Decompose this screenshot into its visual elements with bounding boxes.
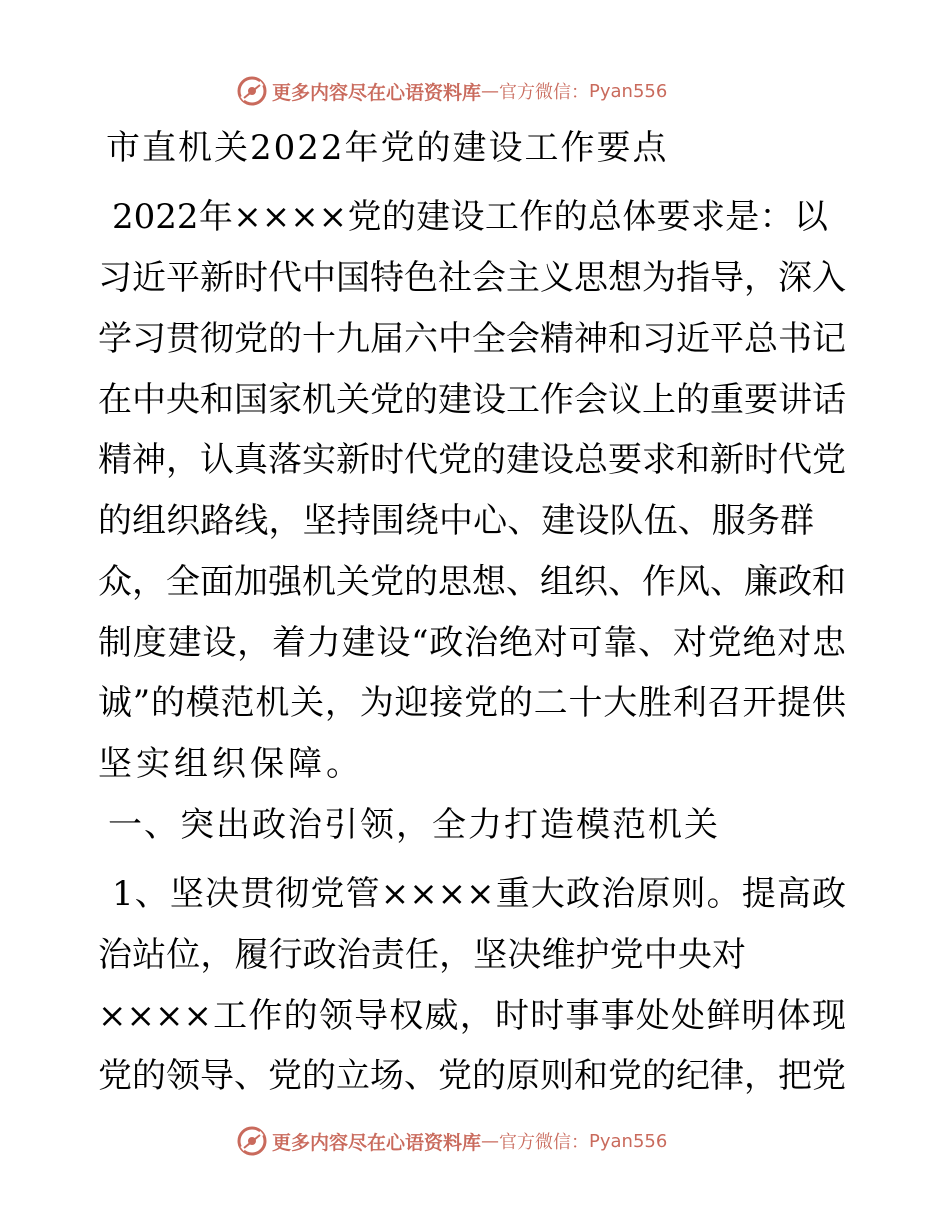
watermark-text: 更多内容尽在心语资料库 (272, 1131, 482, 1154)
watermark-dash: — (481, 1130, 500, 1152)
intro-line: 习近平新时代中国特色社会主义思想为指导，深入 (98, 258, 846, 298)
intro-line: 学习贯彻党的十九届六中全会精神和习近平总书记 (98, 319, 846, 359)
document-title: 市直机关2022年党的建设工作要点 (106, 128, 669, 168)
section-heading: 一、突出政治引领，全力打造模范机关 (108, 805, 720, 845)
intro-line: 2022年××××党的建设工作的总体要求是：以 (112, 197, 828, 237)
item-line: ××××工作的领导权威，时时事事处处鲜明体现 (98, 996, 846, 1036)
logo-icon (236, 75, 268, 107)
intro-line: 诚”的模范机关，为迎接党的二十大胜利召开提供 (98, 683, 846, 723)
intro-line: 众，全面加强机关党的思想、组织、作风、廉政和 (98, 562, 846, 602)
intro-line: 制度建设，着力建设“政治绝对可靠、对党绝对忠 (98, 623, 846, 663)
watermark-wechat-id: Pyan556 (589, 1130, 668, 1152)
watermark-text: 更多内容尽在心语资料库 (272, 81, 482, 104)
item-line: 治站位，履行政治责任，坚决维护党中央对 (98, 935, 746, 975)
intro-line: 坚实组织保障。 (98, 744, 364, 784)
intro-line: 的组织路线，坚持围绕中心、建设队伍、服务群 (98, 501, 814, 541)
item-line: 1、坚决贯彻党管××××重大政治原则。提高政 (112, 874, 846, 914)
watermark-wechat-label: 官方微信： (499, 82, 590, 103)
top-watermark-banner (236, 74, 667, 108)
watermark-dash: — (481, 80, 500, 102)
intro-line: 在中央和国家机关党的建设工作会议上的重要讲话 (98, 380, 846, 420)
watermark-wechat-id: Pyan556 (589, 80, 668, 102)
intro-line: 精神，认真落实新时代党的建设总要求和新时代党 (98, 440, 846, 480)
watermark-wechat-label: 官方微信： (499, 1132, 590, 1153)
logo-icon (236, 1125, 268, 1157)
item-line: 党的领导、党的立场、党的原则和党的纪律，把党 (98, 1056, 846, 1096)
bottom-watermark-banner (236, 1124, 667, 1158)
